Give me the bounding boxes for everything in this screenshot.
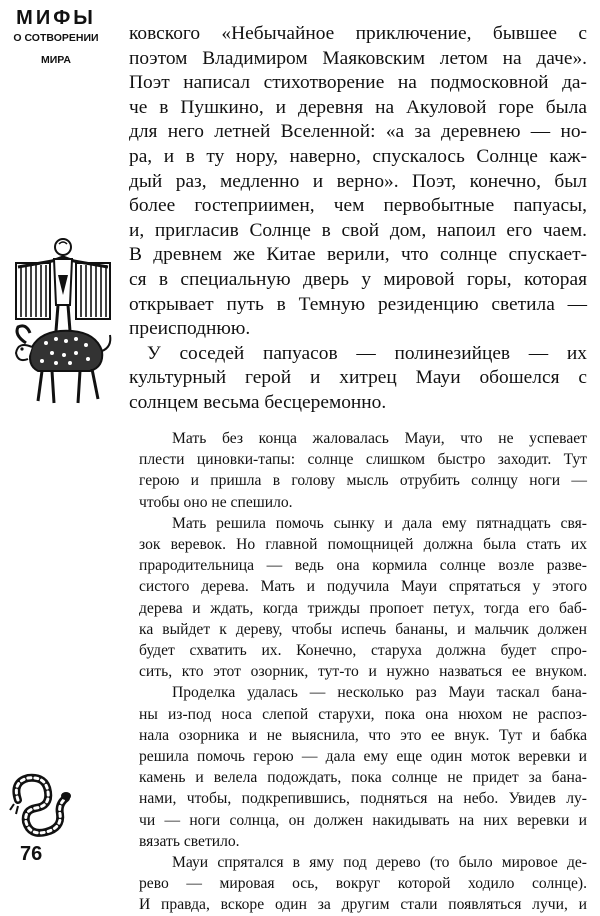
legend-text xyxy=(139,428,587,916)
serpent-ornament xyxy=(8,770,72,850)
legend-line: чтобы оно не спешило. xyxy=(139,493,293,511)
main-line: солнцем весьма бесцеремонно. xyxy=(129,391,387,413)
legend-line: ка выйдет к дереву, чтобы испечь бананы, и мальчик должен xyxy=(139,620,587,638)
legend-line: Мауи спрятался в яму под дерево (то было мировое де- xyxy=(172,854,587,872)
main-line: открывает путь в Темную резиденцию светила — xyxy=(129,293,587,315)
header-subtitle: О СОТВОРЕНИИ xyxy=(13,32,99,44)
header-subtitle-2: МИРА xyxy=(41,54,71,66)
legend-line: сить, кто этот озорник, тут-то и нужно назваться ее внуком. xyxy=(139,663,587,681)
legend-line: дерева и ждать, когда трижды пропоет петух, тогда его баб- xyxy=(139,599,587,617)
legend-line: камень и велела подождать, пока солнце не придет за бана- xyxy=(139,769,587,787)
page-number: 76 xyxy=(20,843,43,865)
main-line: ра, и в ту нору, наверно, спускалось Солнце каж- xyxy=(129,145,587,167)
main-line: ся в специальную дверь у мировой горы, которая xyxy=(129,268,587,290)
figure-on-ram-illustration xyxy=(12,235,117,420)
legend-line: рево — мировая ось, вокруг которой ходило солнце). xyxy=(139,875,587,893)
main-line: для него летней Вселенной: «а за деревнею — но- xyxy=(129,121,587,143)
main-line: ковского «Небычайное приключение, бывшее с xyxy=(129,23,587,44)
main-line: и, пригласив Солнце в свой дом, напоил его чаем. xyxy=(129,219,587,241)
main-line: поэтом Владимиром Маяковским летом на даче». xyxy=(129,47,587,69)
main-line: Поэт написал стихотворение на подмосковной да- xyxy=(129,72,587,94)
legend-line: вязать светило. xyxy=(139,832,240,850)
main-line: В древнем же Китае верили, что солнце спускает- xyxy=(129,244,587,266)
main-line: дый раз, медленно и верно». Поэт, конечно, был xyxy=(129,170,587,192)
legend-line: прародительница — ведь она кормила солнце возле разве- xyxy=(139,557,587,575)
legend-line: будет схватить их. Конечно, старуха должна будет спро- xyxy=(139,642,587,660)
legend-line: Проделка удалась — несколько раз Мауи таскал бана- xyxy=(172,684,587,702)
legend-line: Мать решила помочь сынку и дала ему пятнадцать свя- xyxy=(172,514,587,532)
legend-line: решила помочь герою — дала ему еще один моток веревки и xyxy=(139,748,587,766)
main-line: преисподнюю. xyxy=(129,318,251,340)
legend-line: зок веревок. Но главной помощницей должна была стать их xyxy=(139,536,587,554)
legend-line: плести циновки-тапы: солнце слишком быстро заходит. Тут xyxy=(139,451,587,469)
legend-line: ны из-под носа слепой старухи, пока она нюхом не распоз- xyxy=(139,705,587,723)
legend-line: герою и пришла в голову мысль отрубить солнцу ноги — xyxy=(139,472,587,490)
main-line: У соседей папуасов — полинезийцев — их xyxy=(147,342,587,364)
main-line: культурный герой и хитрец Мауи обошелся с xyxy=(129,367,587,389)
main-line: более гостеприимен, чем первобытные папуасы, xyxy=(129,195,587,217)
header-title: МИФЫ xyxy=(16,7,96,29)
legend-line: нами, чтобы, подкрепившись, подняться на небо. Увидев лу- xyxy=(139,790,587,808)
legend-line: Мать без конца жаловалась Мауи, что не успевает xyxy=(172,430,587,447)
legend-line: И правда, вскоре один за другим стали появляться лучи, и xyxy=(139,896,587,914)
running-header xyxy=(6,6,106,67)
legend-line: нала озорника и не выяснила, что это ее внук. Тут и бабка xyxy=(139,726,587,744)
main-line: че в Пушкино, и деревня на Акуловой горе была xyxy=(129,96,587,118)
legend-line: чи — ноги солнца, он должен накидывать на них веревки и xyxy=(139,811,587,829)
main-body-text xyxy=(129,22,587,416)
legend-line: систого дерева. Мать и подучила Мауи спрятаться у этого xyxy=(139,578,587,596)
